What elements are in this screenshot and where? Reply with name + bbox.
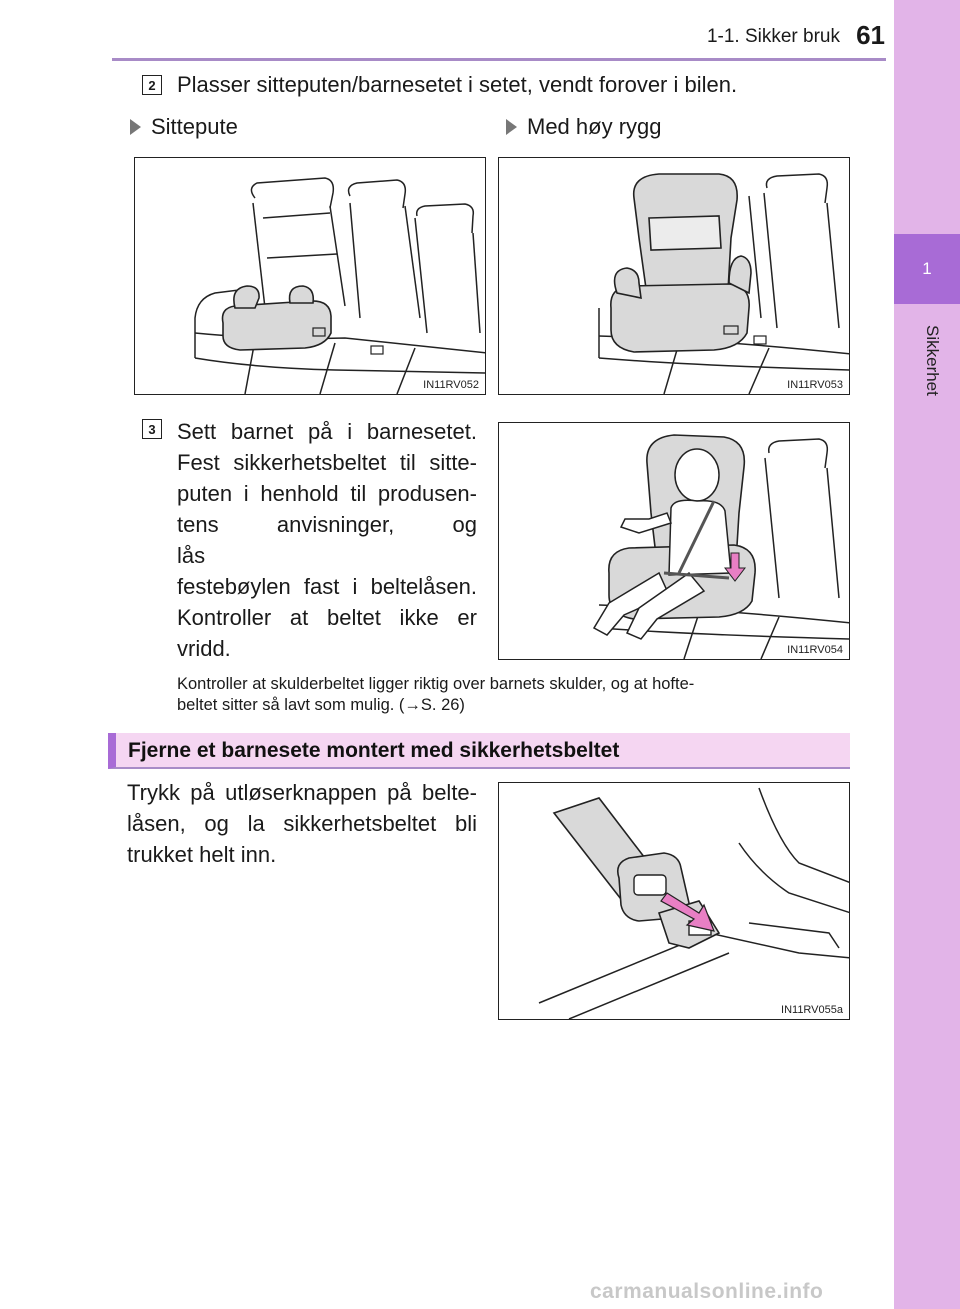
subheading-highback [506,114,662,140]
step-3-line: puten i henhold til produsen- [177,481,477,506]
chapter-side-tab [894,0,960,1309]
booster-seat-illustration [135,158,486,395]
figure-buckle-release [498,782,850,1020]
figure-code: IN11RV053 [787,379,843,391]
note-text [177,674,857,716]
step-3-line: Fest sikkerhetsbeltet til sitte- [177,450,477,475]
step-3-line: Kontroller at beltet ikke er [177,605,477,630]
buckle-release-illustration [499,783,850,1020]
running-header-section: 1-1. Sikker bruk [706,26,840,47]
step-number-3: 3 [142,419,162,439]
highback-seat-illustration [499,158,850,395]
section-line: låsen, og la sikkerhetsbeltet bli [127,811,477,836]
figure-booster-cushion [134,157,486,395]
note-line: Kontroller at skulderbeltet ligger riktig over barnets skulder, og at hofte- [177,675,695,693]
step-2-text: Plasser sitteputen/barnesetet i setet, vendt forover i bilen. [177,72,738,97]
section-line: Trykk på utløserknappen på belte- [127,780,477,805]
figure-code: IN11RV054 [787,644,843,656]
subheading-booster [130,114,238,140]
header-rule [112,58,886,61]
triangle-bullet-icon [506,119,517,135]
child-belted-illustration [499,423,850,660]
chapter-number: 1 [894,234,960,304]
step-3-line: vridd. [177,636,231,661]
chapter-title: Sikkerhet [923,325,942,396]
page-number: 61 [856,20,885,50]
section-banner [108,733,850,769]
section-text [127,777,477,870]
section-title: Fjerne et barnesete montert med sikkerhetsbeltet [128,739,620,762]
step-number-2: 2 [142,75,162,95]
step-3-line: Sett barnet på i barnesetet. [177,419,477,444]
watermark: carmanualsonline.info [590,1280,824,1303]
note-line: beltet sitter så lavt som mulig. (→S. 26) [177,696,465,714]
step-3-text [177,416,477,664]
figure-child-belted [498,422,850,660]
subheading-booster-label: Sittepute [151,114,238,139]
step-3-line: tens anvisninger, og lås [177,512,477,568]
subheading-highback-label: Med høy rygg [527,114,662,139]
triangle-bullet-icon [130,119,141,135]
figure-code: IN11RV052 [423,379,479,391]
figure-highback-booster [498,157,850,395]
step-3-line: festebøylen fast i beltelåsen. [177,574,477,599]
section-line: trukket helt inn. [127,842,277,867]
figure-code: IN11RV055a [781,1004,843,1016]
